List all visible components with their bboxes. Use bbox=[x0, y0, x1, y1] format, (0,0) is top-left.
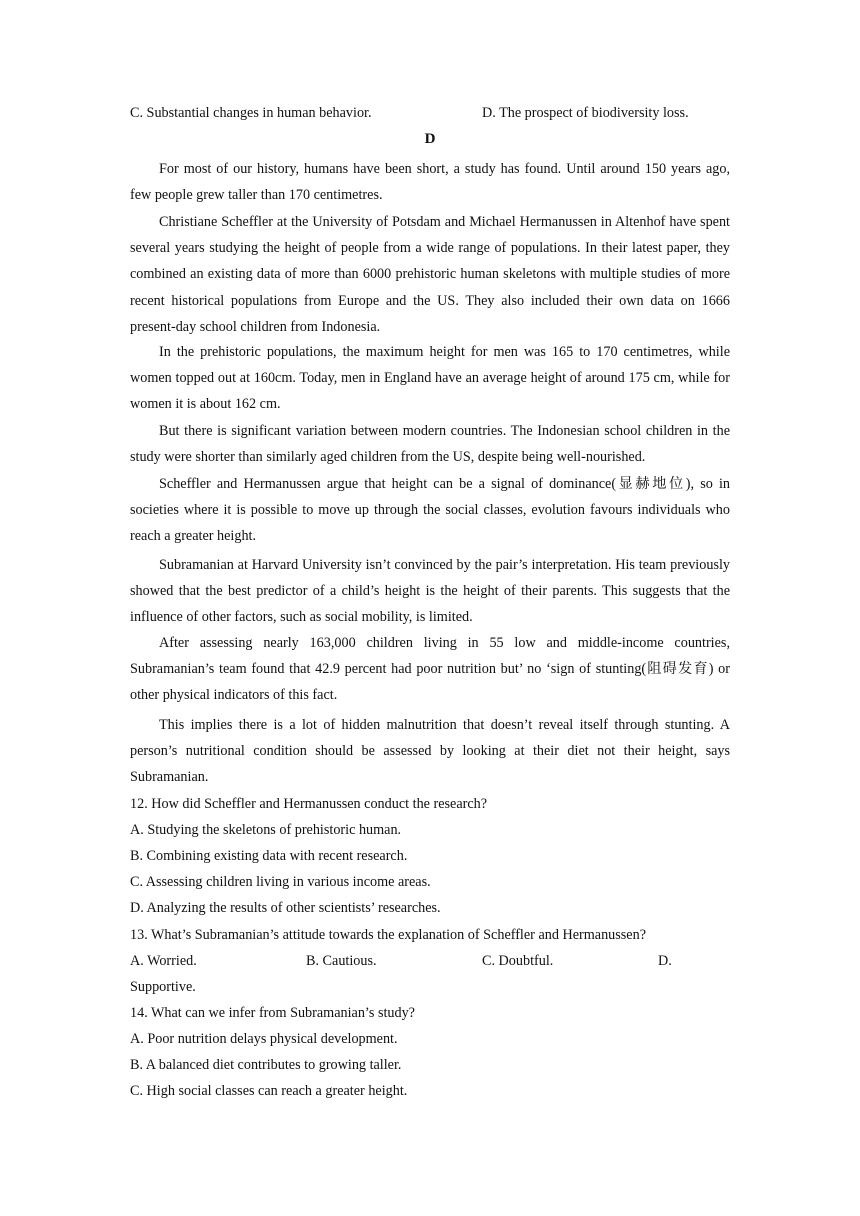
question-13-stem: 13. What’s Subramanian’s attitude towards the explanation of Scheffler and Hermanussen? bbox=[130, 927, 646, 943]
prev-option-d: D. The prospect of biodiversity loss. bbox=[482, 105, 689, 121]
question-12-option-c: C. Assessing children living in various income areas. bbox=[130, 874, 431, 890]
passage-paragraph-5: Scheffler and Hermanussen argue that height can be a signal of dominance(显赫地位), so in societies where it is possible to move up through the social classes, evolution favours individuals who reach a greater height. bbox=[130, 476, 730, 545]
passage-paragraph-4: But there is significant variation between modern countries. The Indonesian school children in the study were shorter than similarly aged children from the US, despite being well-nourished. bbox=[130, 423, 730, 466]
passage-paragraph-7: After assessing nearly 163,000 children living in 55 low and middle-income countries, Subramanian’s team found that 42.9 percent had poor nutrition but’ no ‘sign of stunting(阻碍发育) or other physical indicators of this fact. bbox=[130, 635, 730, 704]
question-14-option-b: B. A balanced diet contributes to growing taller. bbox=[130, 1057, 402, 1073]
section-heading: D bbox=[424, 131, 436, 147]
question-14-option-c: C. High social classes can reach a greater height. bbox=[130, 1083, 408, 1099]
passage-paragraph-6: Subramanian at Harvard University isn’t convinced by the pair’s interpretation. His team previously showed that the best predictor of a child’s height is the height of their parents. This suggests that the influence of other factors, such as social mobility, is limited. bbox=[130, 557, 730, 626]
question-13-option-b: B. Cautious. bbox=[306, 953, 377, 969]
passage-paragraph-2: Christiane Scheffler at the University of Potsdam and Michael Hermanussen in Altenhof have spent several years studying the height of people from a wide range of populations. In their latest paper, they combined an existing data of more than 6000 prehistoric human skeletons with multiple studies of more recent historical populations from Europe and the US. They also included their own data on 1666 present-day school children from Indonesia. bbox=[130, 214, 730, 335]
question-13-option-d-text: Supportive. bbox=[130, 979, 196, 995]
passage-paragraph-1: For most of our history, humans have been short, a study has found. Until around 150 years ago, few people grew taller than 170 centimetres. bbox=[130, 161, 730, 204]
question-12-option-b: B. Combining existing data with recent research. bbox=[130, 848, 408, 864]
prev-option-c: C. Substantial changes in human behavior. bbox=[130, 105, 372, 121]
question-12-stem: 12. How did Scheffler and Hermanussen conduct the research? bbox=[130, 796, 488, 812]
question-13-option-c: C. Doubtful. bbox=[482, 953, 554, 969]
question-12-option-a: A. Studying the skeletons of prehistoric human. bbox=[130, 822, 402, 838]
question-14-option-a: A. Poor nutrition delays physical development. bbox=[130, 1031, 398, 1047]
question-14-stem: 14. What can we infer from Subramanian’s study? bbox=[130, 1005, 415, 1021]
question-13-option-d-letter: D. bbox=[658, 953, 672, 969]
question-13-option-a: A. Worried. bbox=[130, 953, 197, 969]
passage-paragraph-8: This implies there is a lot of hidden malnutrition that doesn’t reveal itself through stunting. A person’s nutritional condition should be assessed by looking at their diet not their height, says Subramanian. bbox=[130, 717, 730, 786]
passage-paragraph-3: In the prehistoric populations, the maximum height for men was 165 to 170 centimetres, while women topped out at 160cm. Today, men in England have an average height of around 175 cm, while for women it is about 162 cm. bbox=[130, 344, 730, 413]
question-12-option-d: D. Analyzing the results of other scientists’ researches. bbox=[130, 900, 441, 916]
